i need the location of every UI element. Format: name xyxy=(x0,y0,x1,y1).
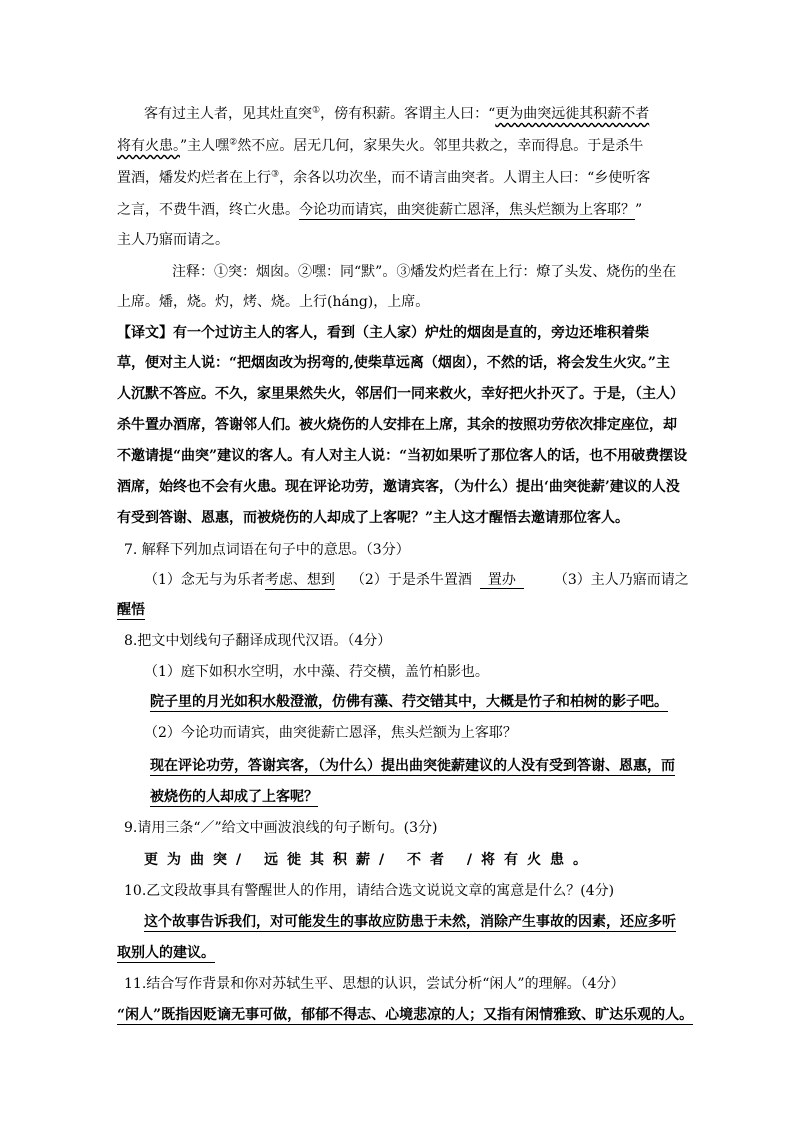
translation-line-5: 不邀请提“曲突”建议的客人。有人对主人说：“当初如果听了那位客人的话，也不用破费摆设 xyxy=(117,448,688,464)
q7-title: 7. 解释下列加点词语在句子中的意思。（3分） xyxy=(124,542,410,558)
q7-answer-3: 醒悟 xyxy=(117,602,145,618)
q8-answer-1: 院子里的月光如积水般澄澈，仿佛有藻、荇交错其中，大概是竹子和柏树的影子吧。 xyxy=(150,694,668,710)
q10-answer-line-2 xyxy=(117,943,215,963)
translation-line-1: 【译文】有一个过访主人的客人，看到（主人家）炉灶的烟囱是直的，旁边还堆积着柴 xyxy=(117,325,649,341)
note-marker-1: ① xyxy=(312,105,321,116)
q11-title: 11.结合写作背景和你对苏轼生平、思想的认识，尝试分析“闲人”的理解。（4分） xyxy=(124,976,625,992)
passage-text: 置酒，燔发灼烂者在上行 xyxy=(117,170,271,186)
q9-answer: 更为曲突/ 远徙其积薪/ 不者 /将有火患。 xyxy=(144,852,596,868)
passage-text: ，余各以功次坐，而不请言曲突者。人谓主人曰：“乡使听客 xyxy=(279,170,651,186)
wavy-sentence-part-1: 更为曲突远徙其积薪不者 xyxy=(495,106,650,122)
q7-answer-2: 置办 xyxy=(480,572,524,589)
wavy-sentence-part-2: 将有火患。 xyxy=(117,138,180,154)
q10-title: 10.乙文段故事具有警醒世人的作用，请结合选文说说文章的寓意是什么？(4分) xyxy=(124,883,615,899)
passage-text: 然不应。居无几何，家果失火。邻里共救之，幸而得息。于是杀牛 xyxy=(237,138,644,154)
passage-text: ” xyxy=(635,202,643,218)
translation-line-4: 杀牛置办酒席，答谢邻人们。被火烧伤的人安排在上席，其余的按照功劳依次排定座位，却 xyxy=(117,417,677,433)
notes-line-2: 上席。燔，烧。灼，烤、烧。上行(háng)，上席。 xyxy=(117,294,430,310)
translation-line-6: 酒席，始终也不会有火患。现在评论功劳，邀请宾客，（为什么）提出‘曲突徙薪’建议的人没 xyxy=(117,479,680,495)
passage-text: ，傍有积薪。客谓主人曰：“ xyxy=(320,106,496,122)
passage-line-3 xyxy=(117,168,650,188)
underlined-sentence: 今论功而请宾，曲突徙薪亡恩泽，焦头烂额为上客耶？ xyxy=(299,202,635,218)
notes-line-1: 注释：①突：烟囱。②嘿：同“默”。③燔发灼烂者在上行：燎了头发、烧伤的坐在 xyxy=(172,264,677,280)
passage-line-1 xyxy=(144,104,649,124)
q7-sentence-2: （2）于是杀牛置酒 xyxy=(350,572,472,588)
q9-title: 9.请用三条“／”给文中画波浪线的句子断句。(3分) xyxy=(124,820,438,836)
q11-answer: “闲人”既指因贬谪无事可做，郁郁不得志、心境悲凉的人；又指有闲情雅致、旷达乐观的人。 xyxy=(117,1007,694,1023)
note-marker-3: ③ xyxy=(271,169,280,180)
q11-answer-line xyxy=(117,1005,693,1025)
q7-sentence-1: （1）念无与为乐者 xyxy=(144,572,265,588)
q10-answer-2: 取别人的建议。 xyxy=(117,945,215,961)
passage-line-4 xyxy=(117,200,642,220)
q8-sentence-2: （2）今论功而请宾，曲突徙薪亡恩泽，焦头烂额为上客耶？ xyxy=(144,725,517,741)
q7-answer-3-line xyxy=(117,600,145,620)
q8-answer-2a: 现在评论功劳，答谢宾客，（为什么）提出曲突徙薪建议的人没有受到答谢、恩惠，而 xyxy=(150,758,675,774)
passage-line-2 xyxy=(117,136,643,156)
q8-sentence-1: （1）庭下如积水空明，水中藻、荇交横，盖竹柏影也。 xyxy=(144,664,489,680)
q10-answer-line-1 xyxy=(144,912,676,932)
q8-title: 8.把文中划线句子翻译成现代汉语。（4分） xyxy=(124,633,392,649)
q7-answer-1: 考虑、想到 xyxy=(264,572,335,588)
translation-line-3: 人沉默不答应。不久，家里果然失火，邻居们一同来救火，幸好把火扑灭了。于是，（主人） xyxy=(117,386,684,402)
translation-line-7: 有受到答谢、恩惠，而被烧伤的人却成了上客呢？”主人这才醒悟去邀请那位客人。 xyxy=(117,510,630,526)
q10-answer-1: 这个故事告诉我们，对可能发生的事故应防患于未然，消除产生事故的因素，还应多听 xyxy=(144,914,676,930)
note-marker-2: ② xyxy=(229,137,238,148)
q7-sentence-3: （3）主人乃寤而请之 xyxy=(553,572,689,588)
passage-text: ”主人嘿 xyxy=(180,138,230,154)
passage-text: 客有过主人者，见其灶直突 xyxy=(144,106,312,122)
q8-answer-1-line xyxy=(150,692,668,712)
q8-answer-2-line-2 xyxy=(150,787,318,807)
q8-answer-2b: 被烧伤的人却成了上客呢？ xyxy=(150,789,318,805)
translation-line-2: 草，便对主人说：“把烟囱改为拐弯的,使柴草远离（烟囱），不然的话，将会发生火灾。”主 xyxy=(117,355,670,371)
q8-answer-2-line-1 xyxy=(150,756,675,776)
q7-items xyxy=(144,570,689,590)
passage-text: 之言，不费牛酒，终亡火患。 xyxy=(117,202,299,218)
passage-line-5: 主人乃寤而请之。 xyxy=(117,232,229,248)
